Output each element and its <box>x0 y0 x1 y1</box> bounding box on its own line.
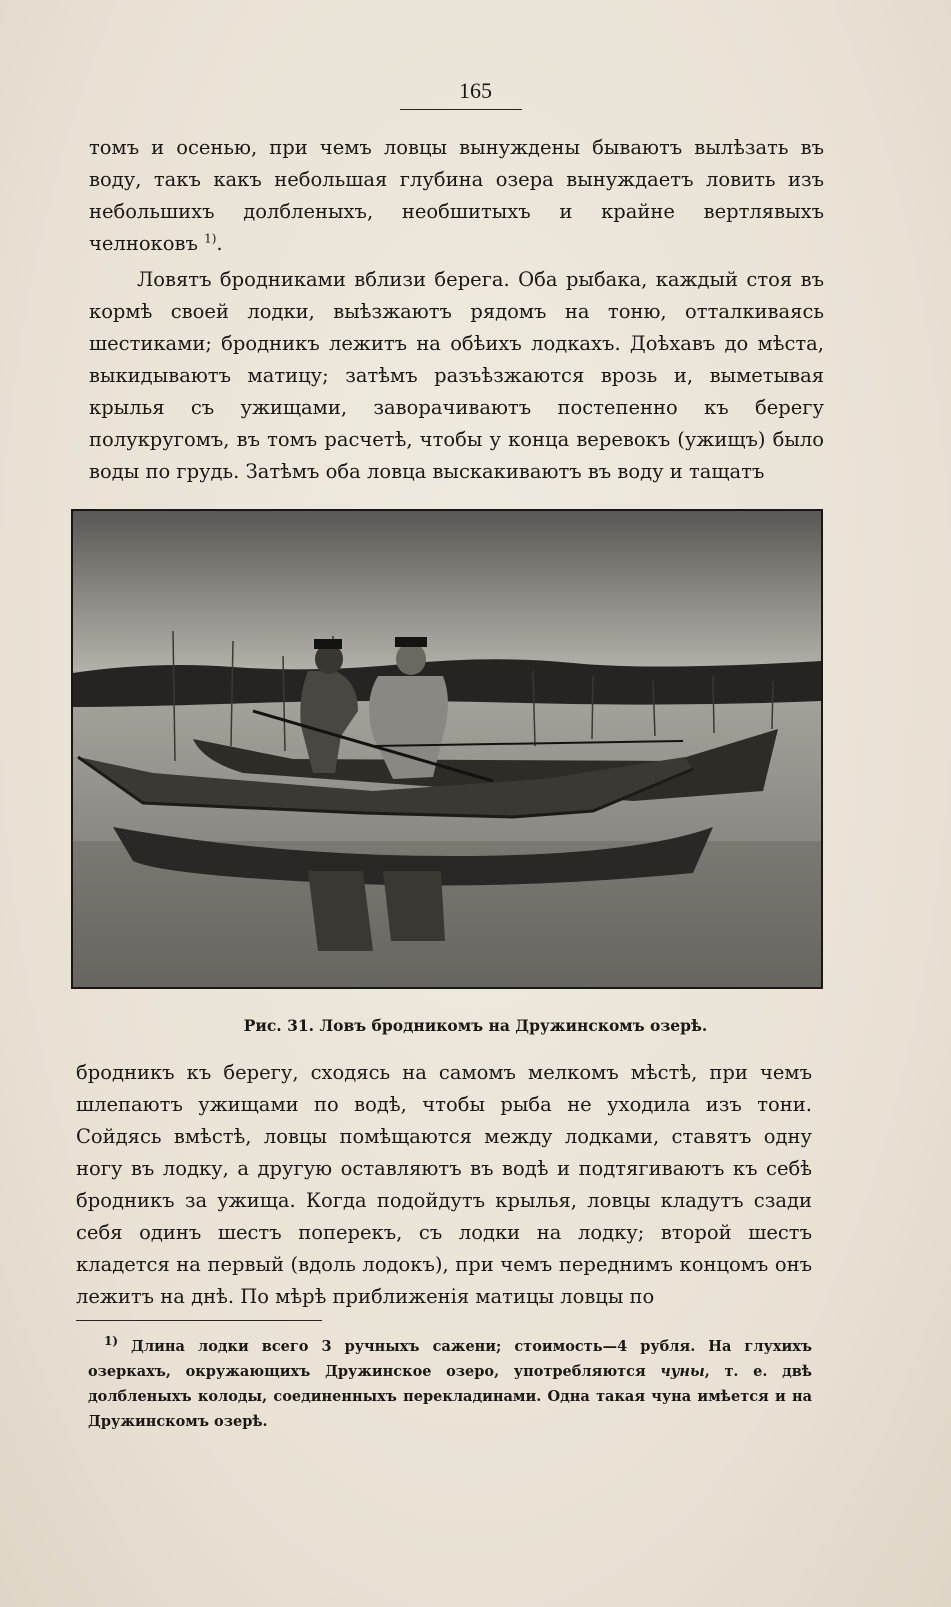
page-number: 165 <box>459 78 492 103</box>
photo-illustration <box>73 511 821 987</box>
sky <box>73 511 821 681</box>
photo-fishermen-in-boats <box>71 509 823 989</box>
footnote-text-before: Длина лодки всего 3 ручныхъ сажени; стоимость—4 рубля. На глухихъ озеркахъ, окружающихъ Дружинское озеро, употребляются <box>88 1338 812 1380</box>
paragraph-1-text: томъ и осенью, при чемъ ловцы вынуждены бываютъ вылѣзать въ воду, такъ какъ небольшая глубина озера вынуждаетъ ловить изъ небольшихъ долбленыхъ, необшитыхъ и крайне вертлявыхъ челноковъ <box>89 136 824 255</box>
footnote-reference: 1) <box>204 231 217 246</box>
footnote-rule <box>76 1320 322 1321</box>
footnote-reference-tail: . <box>216 232 223 255</box>
footnote-text-after: , т. е. двѣ долбленыхъ колоды, соединенныхъ перекладинами. Одна такая чуна имѣется и на Дружинскомъ озерѣ. <box>88 1363 812 1430</box>
figure-caption: Рис. 31. Ловъ бродникомъ на Дружинскомъ озерѣ. <box>243 1016 708 1035</box>
paragraph-3: бродникъ къ берегу, сходясь на самомъ мелкомъ мѣстѣ, при чемъ шлепаютъ ужищами по водѣ, чтобы рыба не уходила изъ тони. Сойдясь вмѣстѣ, ловцы помѣщаются между лодками, ставятъ одну ногу въ лодку, а другую оставляютъ въ водѣ и подтягиваютъ къ себѣ бродникъ за ужища. Когда подойдутъ крылья, ловцы кладутъ сзади себя одинъ шестъ поперекъ, съ лодки на лодку; второй шестъ кладется на первый (вдоль лодокъ), при чемъ переднимъ концомъ онъ лежитъ на днѣ. По мѣрѣ приближенія матицы ловцы по <box>76 1061 812 1308</box>
footnote <box>88 1334 812 1434</box>
footnote-marker: 1) <box>104 1334 119 1349</box>
paragraph-1 <box>89 132 824 260</box>
page-number-rule <box>400 109 522 110</box>
footnote-emphasis: чуны <box>660 1363 705 1380</box>
paragraph-2: Ловятъ бродниками вблизи берега. Оба рыбака, каждый стоя въ кормѣ своей лодки, выѣзжаютъ рядомъ на тоню, отталкиваясь шестиками; бродникъ лежитъ на обѣихъ лодкахъ. Доѣхавъ до мѣста, выкидываютъ матицу; затѣмъ разъѣзжаются врозь и, выметывая крылья съ ужищами, заворачиваютъ постепенно къ берегу полукругомъ, въ томъ расчетѣ, чтобы у конца веревокъ (ужищъ) было воды по грудь. Затѣмъ оба ловца выскакиваютъ въ воду и тащатъ <box>89 268 824 483</box>
